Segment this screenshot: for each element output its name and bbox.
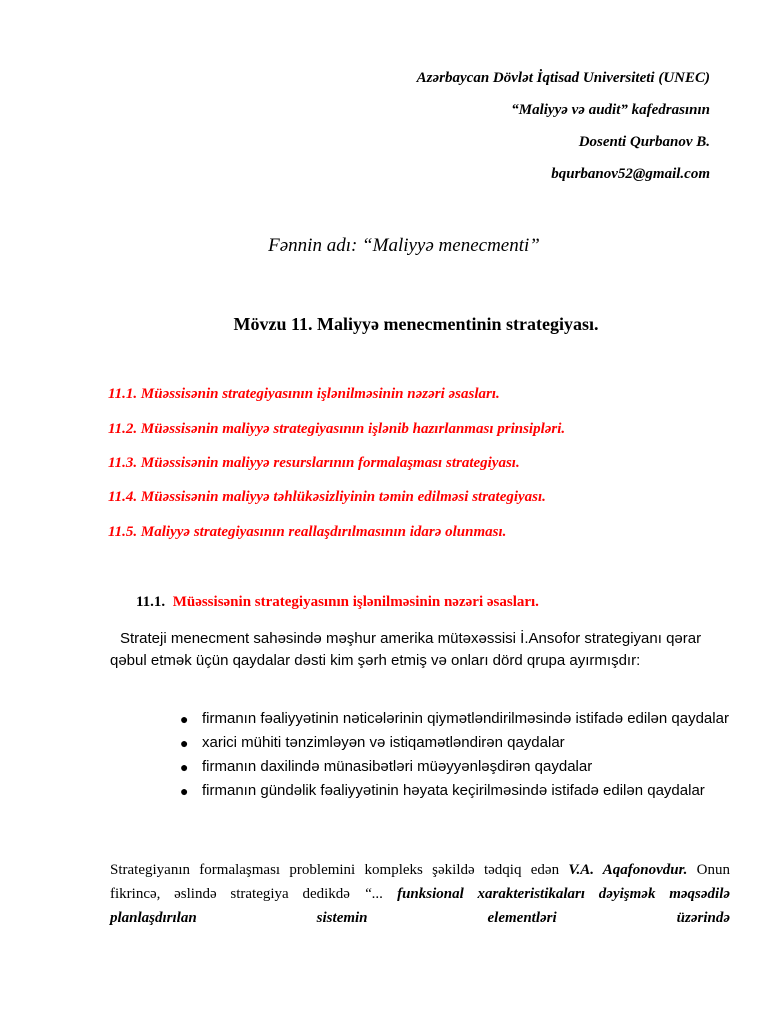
author-email: bqurbanov52@gmail.com: [551, 166, 710, 182]
bullet-icon: ●: [180, 759, 189, 775]
toc-item: 11.5. Maliyyə strategiyasının reallaşdırılmasının idarə olunması.: [108, 524, 507, 540]
list-item-text: firmanın gündəlik fəaliyyətinin həyata keçirilməsində istifadə edilən qaydalar: [202, 782, 705, 799]
list-item: [180, 756, 740, 778]
list-item: [180, 708, 740, 730]
paragraph-author: V.A. Aqafonovdur.: [568, 862, 688, 878]
list-item-text: firmanın daxilində münasibətləri müəyyənləşdirən qaydalar: [202, 758, 593, 775]
list-item: [180, 780, 740, 802]
toc-item: 11.2. Müəssisənin maliyyə strategiyasının işlənib hazırlanması prinsipləri.: [108, 421, 566, 437]
quote-open: “...: [363, 886, 384, 902]
bullet-icon: ●: [180, 783, 189, 799]
list-item-text: firmanın fəaliyyətinin nəticələrinin qiymətləndirilməsində istifadə edilən qaydalar: [202, 710, 729, 727]
list-item: [180, 732, 740, 754]
toc-item: 11.1. Müəssisənin strategiyasının işlənilməsinin nəzəri əsasları.: [108, 386, 500, 402]
body-paragraph: [110, 858, 730, 930]
toc-item: 11.4. Müəssisənin maliyyə təhlükəsizliyinin təmin edilməsi strategiyası.: [108, 489, 546, 505]
university-name: Azərbaycan Dövlət İqtisad Universiteti (UNEC): [416, 70, 710, 86]
section-number: 11.1.: [136, 594, 166, 610]
section-heading: [136, 594, 539, 611]
bullet-icon: ●: [180, 735, 189, 751]
intro-paragraph: [110, 628, 710, 672]
list-item-text: xarici mühiti tənzimləyən və istiqamətləndirən qaydalar: [202, 734, 565, 751]
paragraph-quote: funksional xarakteristikaları dəyişmək məqsədilə planlaşdırılan sistemin elementləri üzərində: [110, 886, 731, 926]
intro-paragraph-text: Strateji menecment sahəsində məşhur amerika mütəxəssisi İ.Ansofor strategiyanı qərar qəbul etmək üçün qaydalar dəsti kim şərh etmiş və onları dörd qrupa ayırmışdır:: [110, 630, 702, 669]
toc-item: 11.3. Müəssisənin maliyyə resurslarının formalaşması strategiyası.: [108, 455, 520, 471]
topic-title: Mövzu 11. Maliyyə menecmentinin strategiyası.: [233, 314, 599, 334]
paragraph-lead: Strategiyanın formalaşması problemini kompleks şəkildə tədqiq edən: [110, 862, 560, 878]
paragraph-mid: Onun fikrincə, əslində strategiya dedikdə: [110, 862, 730, 902]
subject-title: Fənnin adı: “Maliyyə menecmenti”: [268, 235, 540, 256]
section-title-text: Müəssisənin strategiyasının işlənilməsinin nəzəri əsasları.: [172, 594, 539, 610]
department-name: “Maliyyə və audit” kafedrasının: [511, 102, 710, 118]
author-name: Dosenti Qurbanov B.: [578, 134, 710, 150]
bullet-icon: ●: [180, 711, 189, 727]
rules-list: [180, 708, 740, 804]
